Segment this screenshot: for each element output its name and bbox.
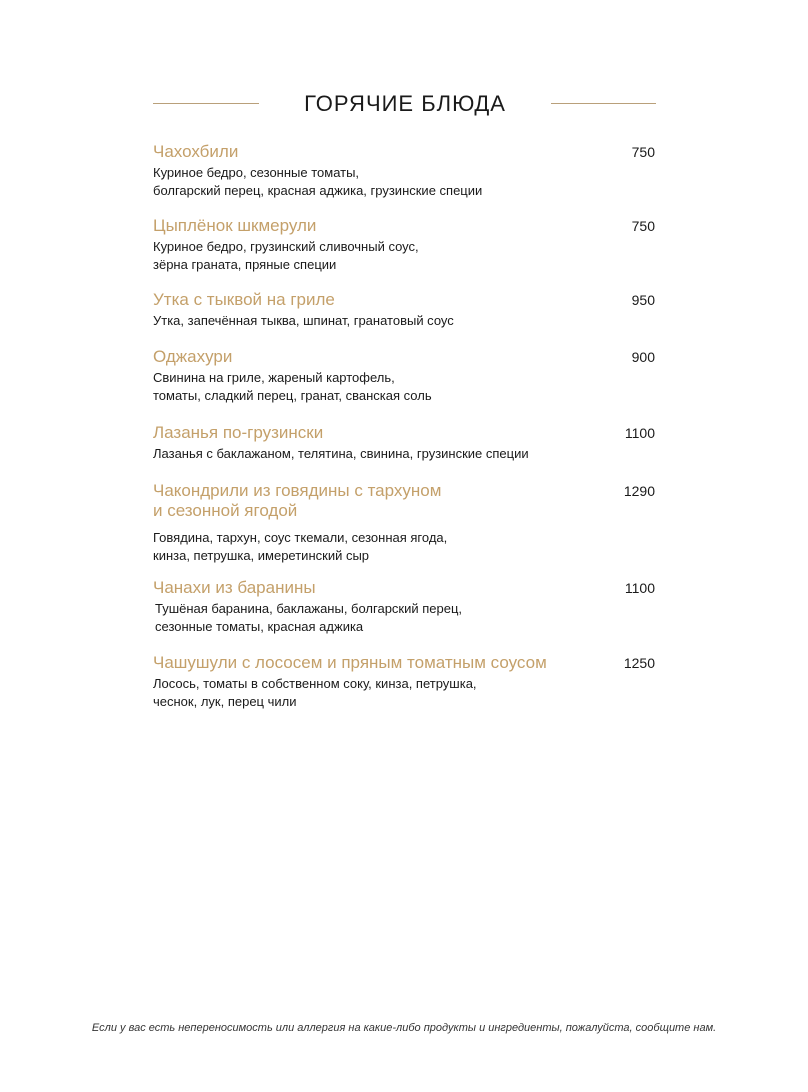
menu-item: [153, 216, 655, 274]
menu-item: [153, 653, 655, 711]
dish-description: Говядина, тархун, соус ткемали, сезонная ягода, кинза, петрушка, имеретинский сыр: [153, 530, 448, 563]
allergy-note: Если у вас есть непереносимость или аллергия на какие-либо продукты и ингредиенты, пожалуйста, сообщите нам.: [91, 1022, 717, 1034]
dish-description: Утка, запечённая тыква, шпинат, гранатовый соус: [153, 313, 454, 328]
dish-price: 900: [631, 349, 655, 365]
dish-name: Оджахури: [153, 347, 233, 366]
menu-item: [153, 423, 655, 463]
dish-price: 750: [631, 144, 655, 160]
dish-price: 1100: [624, 425, 655, 441]
dish-name: Чашушули с лососем и пряным томатным соусом: [153, 653, 547, 672]
menu-item: [153, 578, 655, 636]
dish-description: Куриное бедро, грузинский сливочный соус, зёрна граната, пряные специи: [153, 239, 419, 272]
dish-name: Цыплёнок шкмерули: [153, 216, 317, 235]
dish-description: Лосось, томаты в собственном соку, кинза, петрушка, чеснок, лук, перец чили: [153, 676, 477, 709]
dish-price: 1290: [623, 483, 655, 499]
dish-price: 1100: [624, 580, 655, 596]
dish-description: Куриное бедро, сезонные томаты, болгарский перец, красная аджика, грузинские специи: [153, 165, 483, 198]
section-header: [153, 90, 656, 120]
dish-name: Чанахи из баранины: [153, 578, 316, 597]
dish-name: Лазанья по-грузински: [153, 423, 324, 442]
dish-price: 750: [631, 218, 655, 234]
dish-description: Лазанья с баклажаном, телятина, свинина, грузинские специи: [153, 446, 529, 461]
section-title: ГОРЯЧИЕ БЛЮДА: [304, 91, 506, 116]
dish-name: Утка с тыквой на гриле: [153, 290, 335, 309]
header-divider-right: [551, 103, 656, 104]
dish-price: 1250: [623, 655, 655, 671]
dish-name: Чакондрили из говядины с тархуном и сезонной ягодой: [153, 481, 442, 520]
menu-item: [153, 142, 655, 200]
header-divider-left: [153, 103, 259, 104]
menu-item: [153, 347, 655, 405]
dish-name: Чахохбили: [153, 142, 239, 161]
dish-price: 950: [631, 292, 655, 308]
menu-item: [153, 290, 655, 330]
dish-description: Тушёная баранина, баклажаны, болгарский перец, сезонные томаты, красная аджика: [155, 601, 463, 634]
menu-item: [153, 481, 655, 565]
dish-description: Свинина на гриле, жареный картофель, томаты, сладкий перец, гранат, сванская соль: [153, 370, 432, 403]
